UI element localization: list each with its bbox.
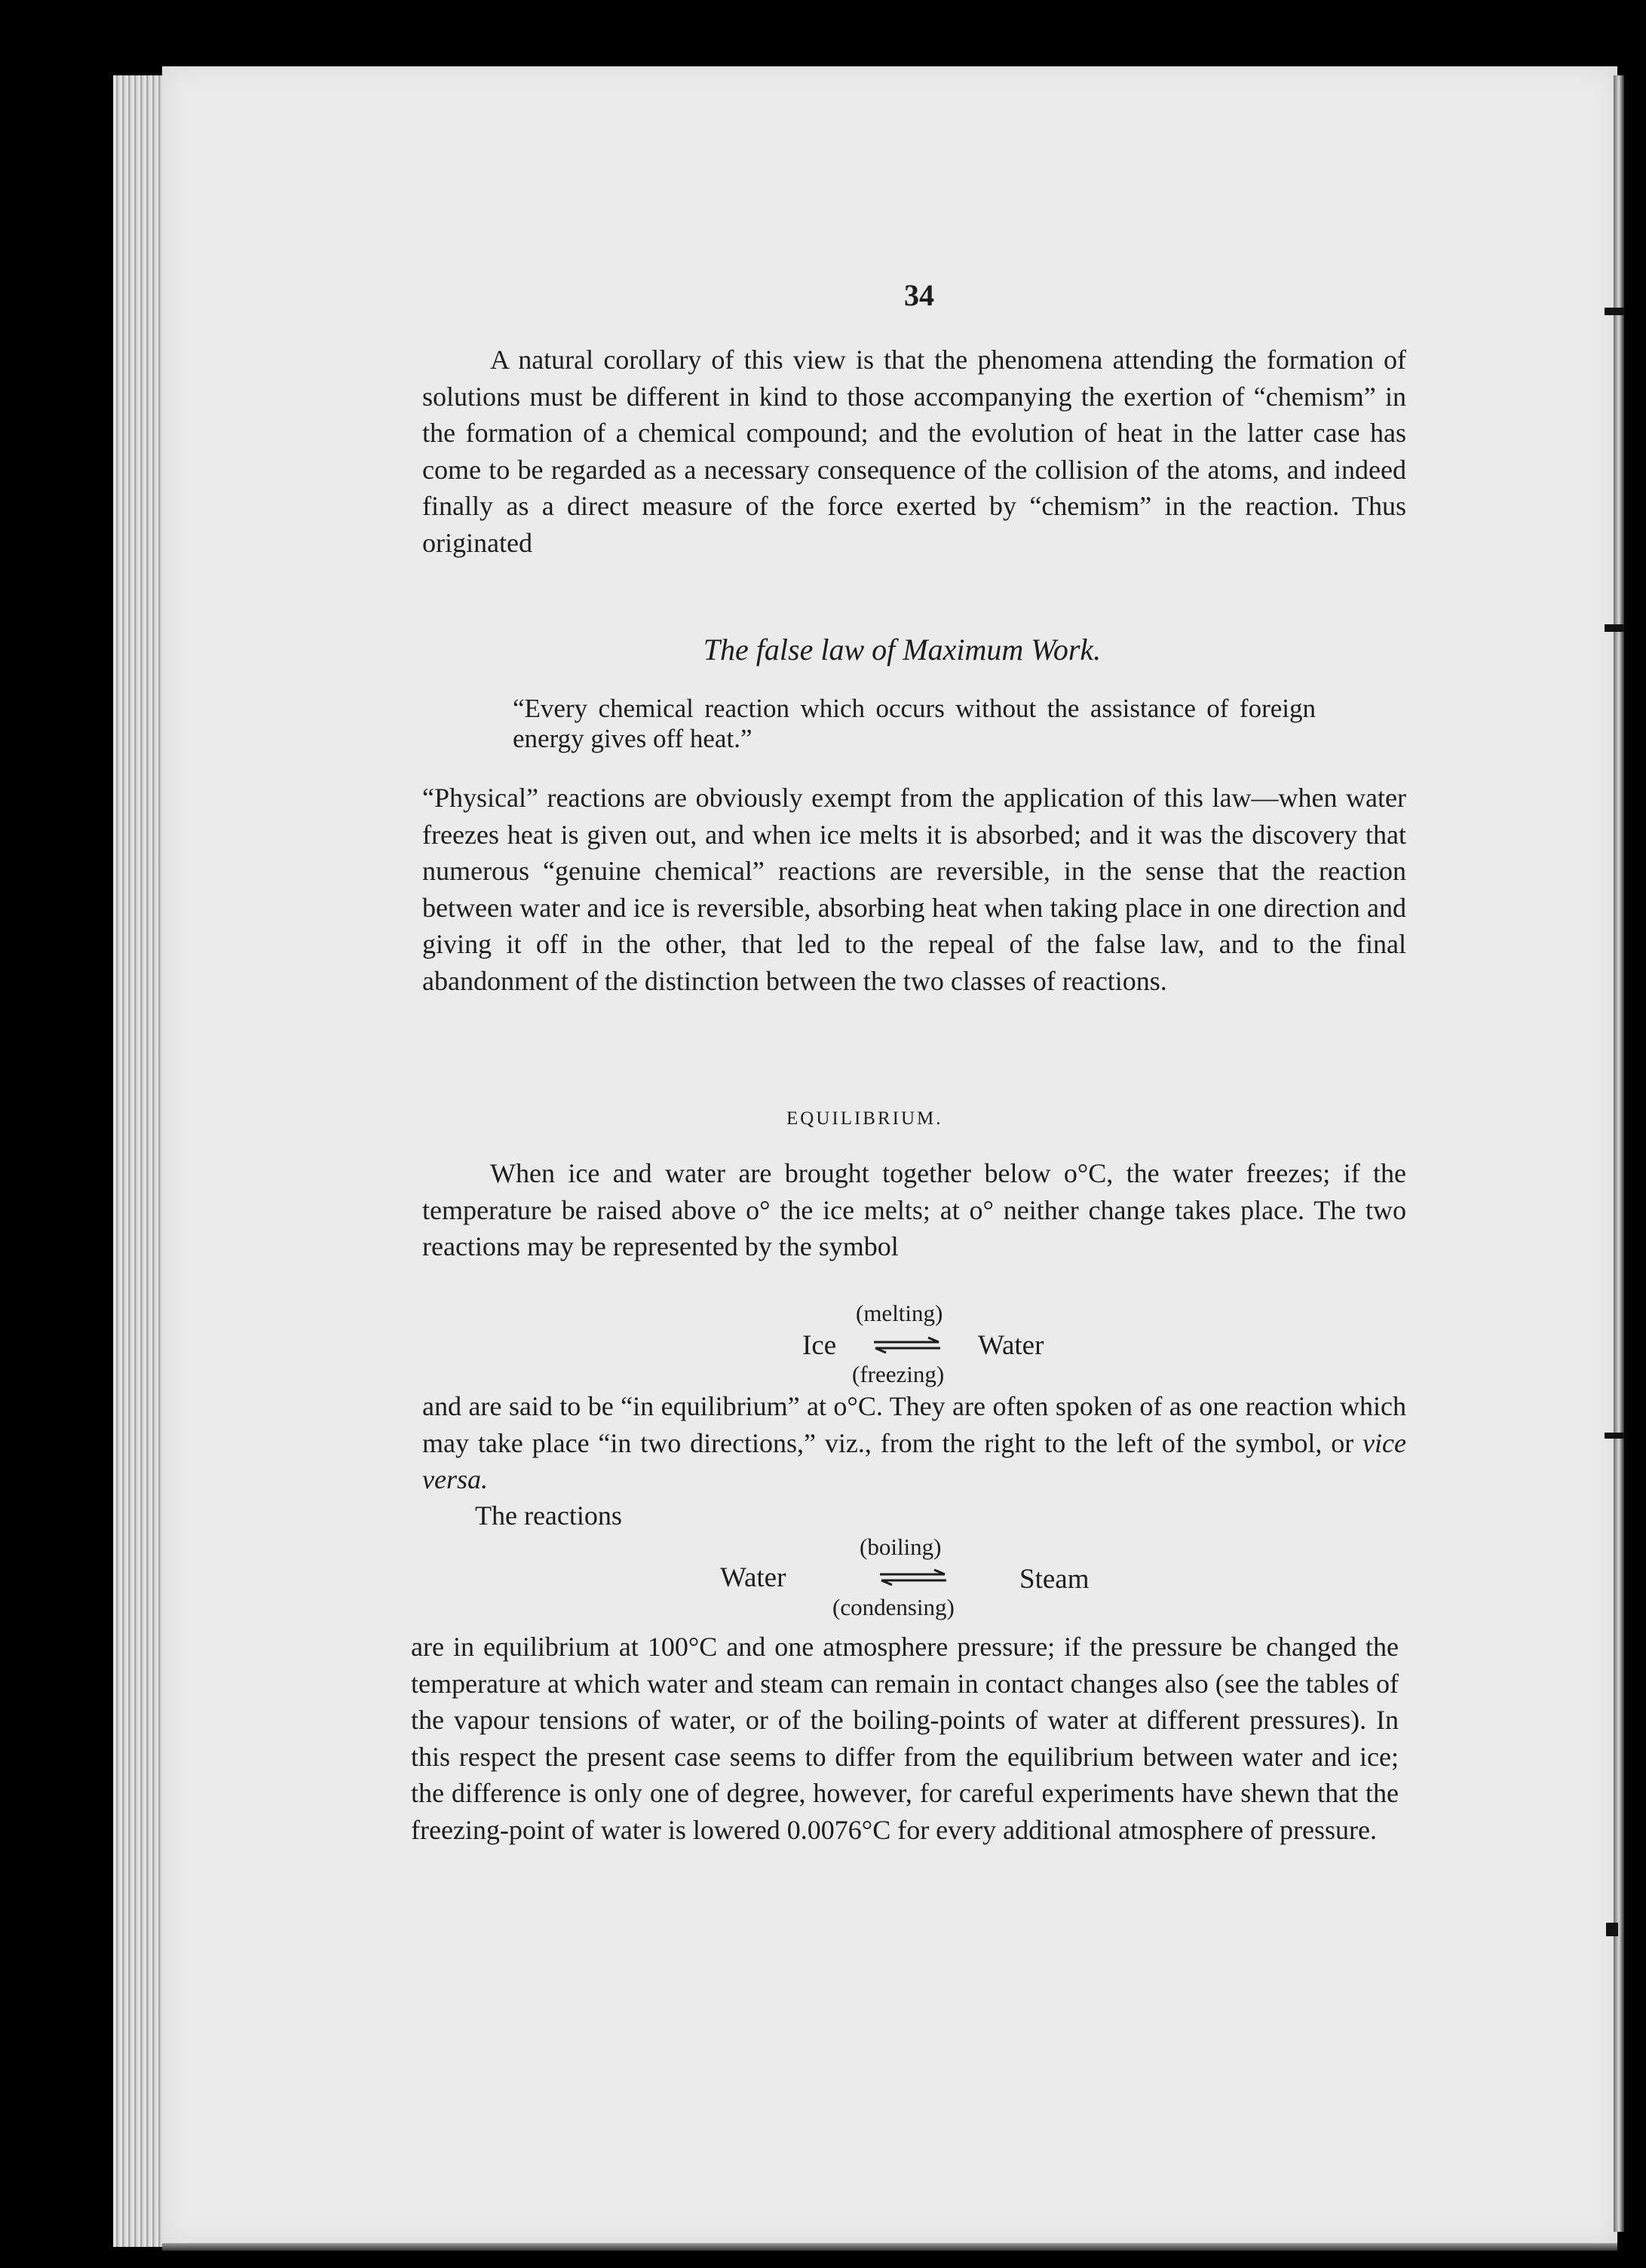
law-heading: The false law of Maximum Work. — [703, 633, 1102, 667]
paragraph-in-equilibrium — [422, 1388, 1406, 1498]
law-quote: “Every chemical reaction which occurs without the assistance of foreign energy gives off heat.” — [513, 694, 1316, 753]
paragraph-boiling-equilibrium: are in equilibrium at 100°C and one atmosphere pressure; if the pressure be changed the temperature at which water and steam can remain in contact changes also (see the tables of the vapour tensions of water, or of the boiling-points of water at different pressures). In this respect the present case seems to differ from the equilibrium between water and ice; the difference is only one of degree, however, for careful experiments have shewn that the freezing-point of water is lowered 0.0076°C for every additional atmosphere of pressure. — [411, 1632, 1399, 1845]
equation-melting-label: (melting) — [856, 1300, 943, 1326]
vice-versa-text: vice versa. — [422, 1427, 1407, 1494]
section-heading-equilibrium: EQUILIBRIUM. — [786, 1108, 943, 1129]
paragraph-the-reactions: The reactions — [475, 1500, 622, 1531]
right-binding-edge — [1614, 75, 1624, 2232]
paragraph-physical-reactions: “Physical” reactions are obviously exempt from the application of this law—when water freezes heat is given out, and when ice melts it is absorbed; and it was the discovery that numerous “genuine chemical” reactions are reversible, in the sense that the reaction between water and ice is reversible, absorbing heat when taking place in one direction and giving it off in the other, that led to the repeal of the false law, and to the final abandonment of the distinction between the two classes of reactions. — [422, 783, 1406, 996]
equation-condensing-label: (condensing) — [832, 1594, 955, 1620]
bottom-page-edge — [162, 2243, 1617, 2251]
paragraph-intro: A natural corollary of this view is that the phenomena attending the formation of solutions must be different in kind to those accompanying the exertion of “chemism” in the formation of a chemical compound; and the evolution of heat in the latter case has come to be regarded as a necessary consequence of the collision of the atoms, and indeed finally as a direct measure of the force exerted by “chemism” in the reaction. Thus originated — [422, 345, 1406, 558]
equation-water-2: Water — [720, 1562, 786, 1593]
equation-boiling-label: (boiling) — [860, 1534, 942, 1560]
equation-steam: Steam — [1019, 1564, 1090, 1595]
binding-mark — [1606, 1923, 1618, 1936]
binding-mark — [1605, 308, 1624, 315]
binding-mark — [1605, 624, 1624, 632]
equation-water: Water — [978, 1330, 1044, 1361]
equation-ice: Ice — [802, 1330, 837, 1361]
binding-mark — [1605, 1433, 1624, 1439]
paragraph-ice-water: When ice and water are brought together below o°C, the water freezes; if the temperature be raised above o° the ice melts; at o° neither change takes place. The two reactions may be represented by the symbol — [422, 1158, 1406, 1261]
paragraph-in-equilibrium-text: and are said to be “in equilibrium” at o°C. They are often spoken of as one reaction which may take place “in two directions,” viz., from the right to the left of the symbol, or — [422, 1391, 1406, 1458]
page-number: 34 — [904, 278, 934, 312]
equilibrium-arrows-icon — [871, 1336, 943, 1354]
equilibrium-arrows-icon — [877, 1568, 949, 1586]
equation-freezing-label: (freezing) — [852, 1361, 945, 1387]
